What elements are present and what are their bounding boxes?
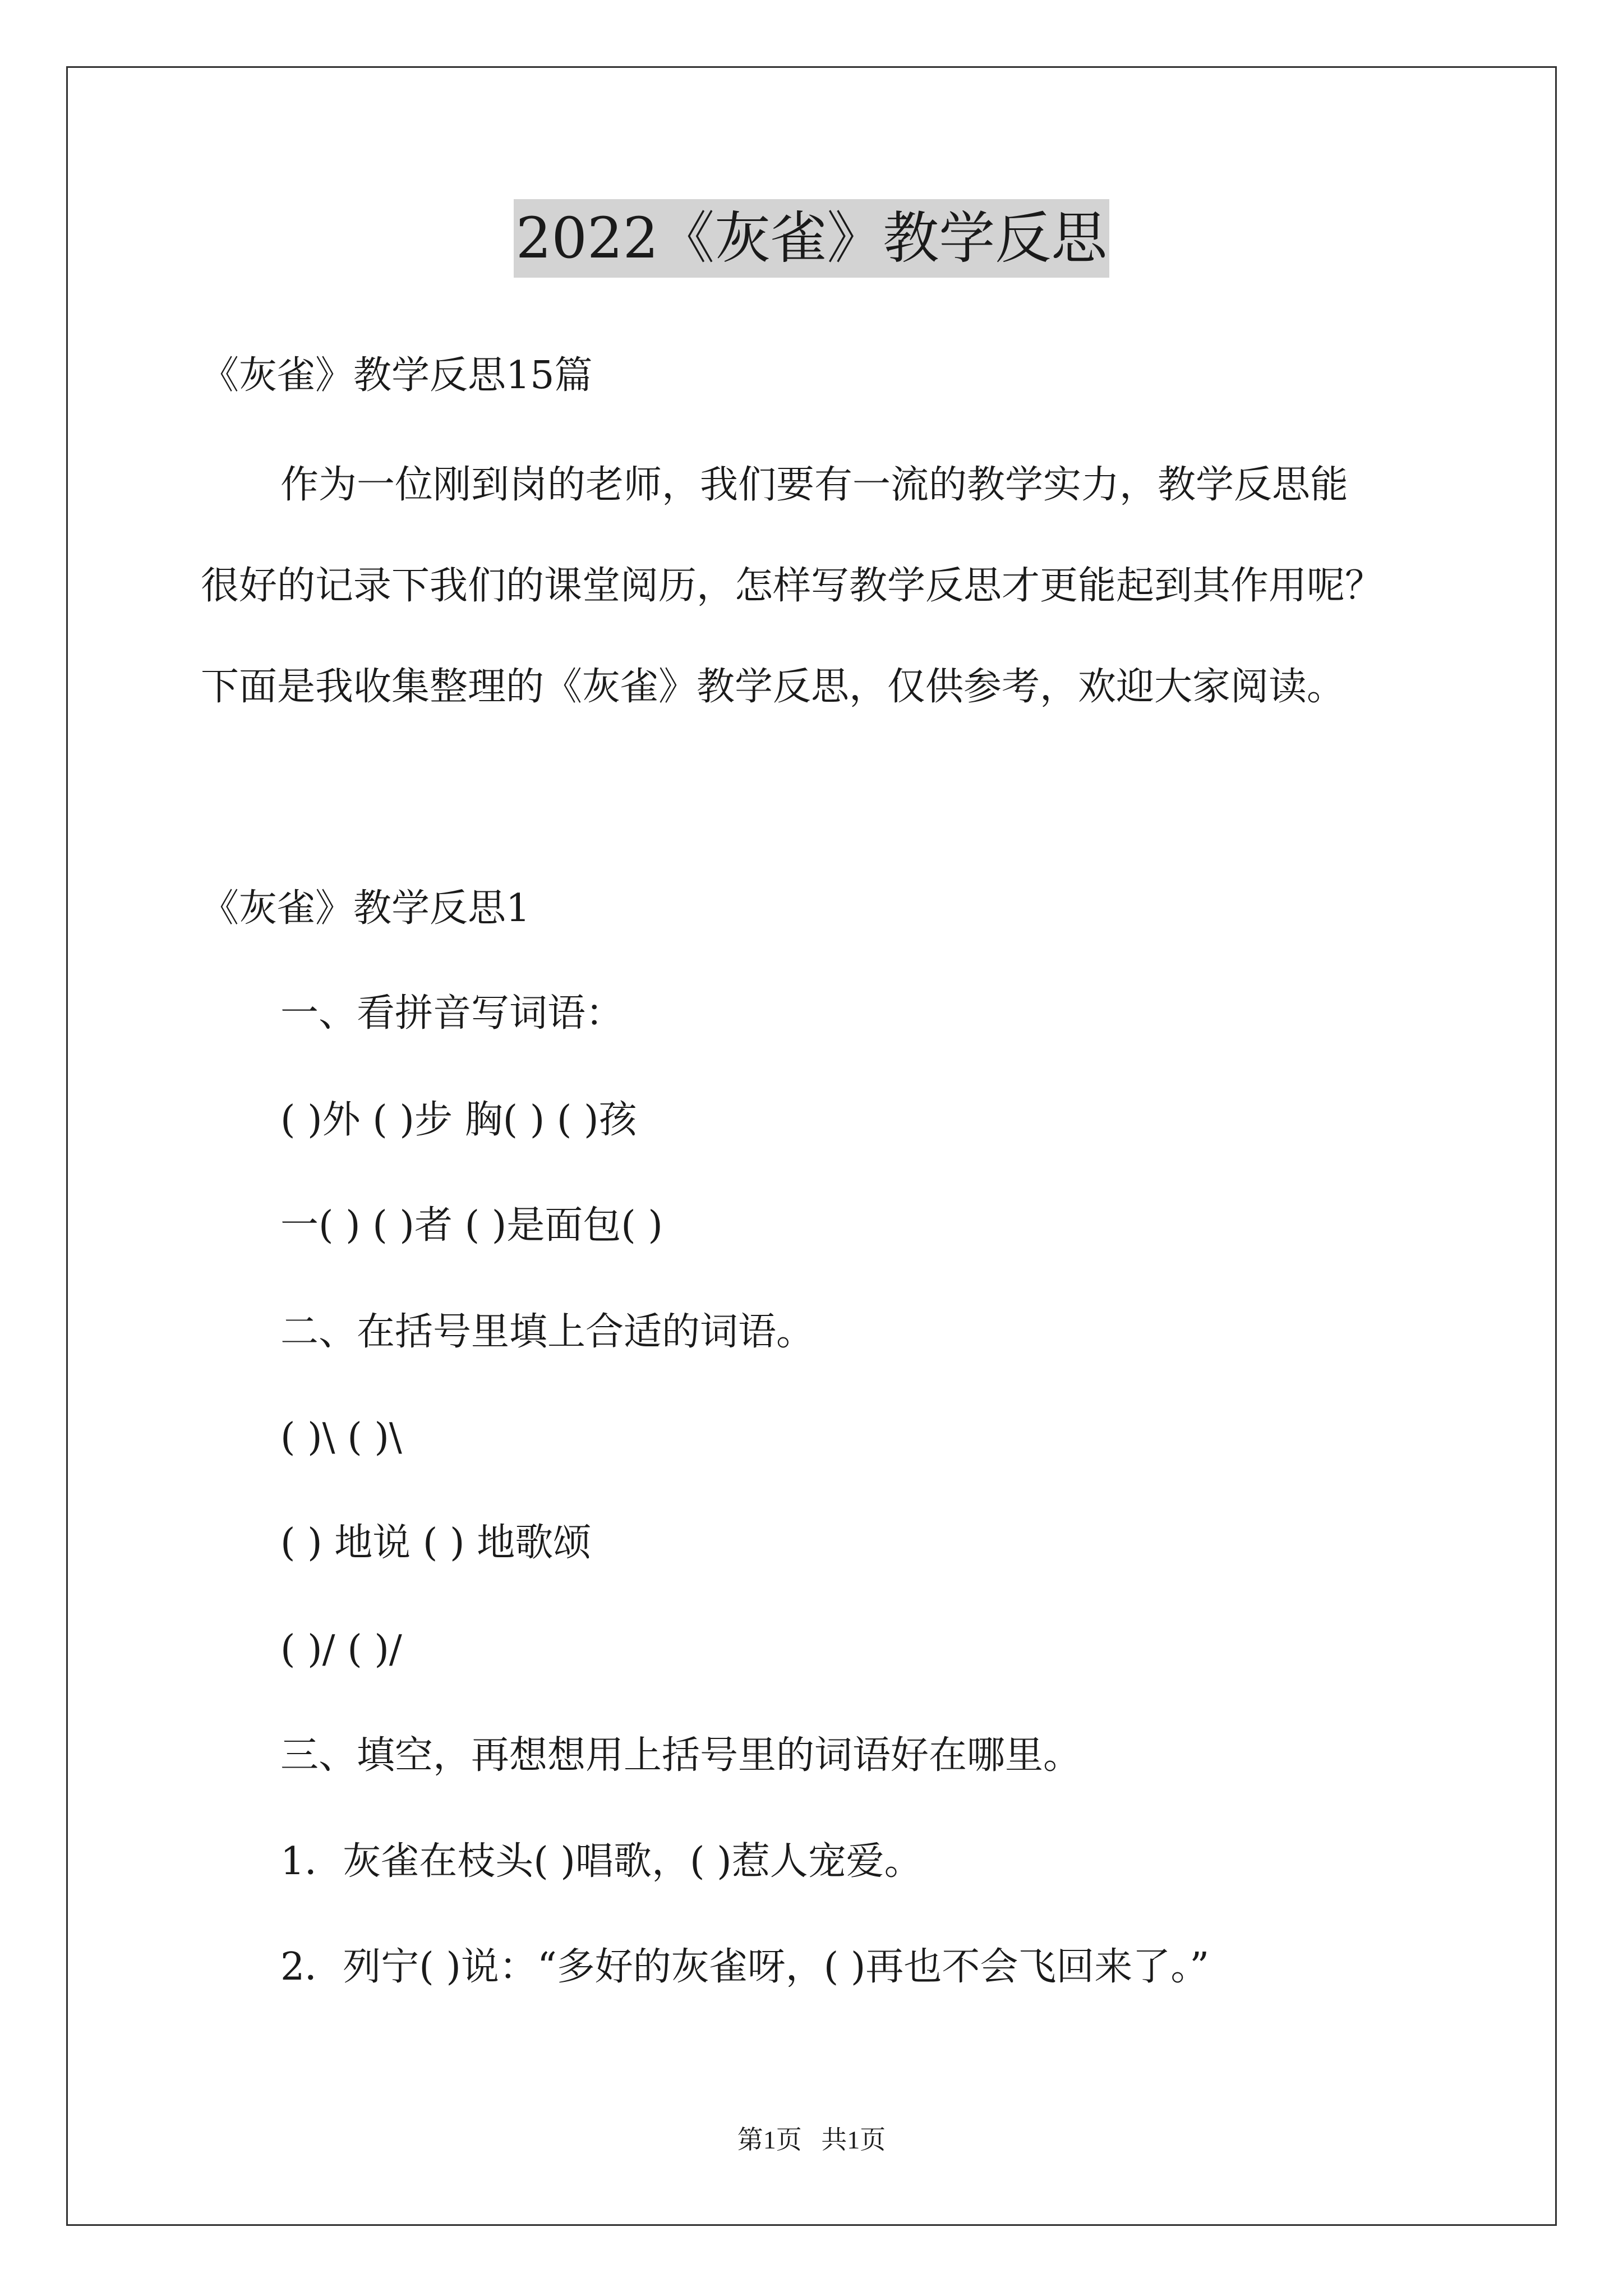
- exercise-line: 一( ) ( )者 ( )是面包( ): [280, 1203, 663, 1248]
- exercise-line: 2．列宁( )说：“多好的灰雀呀，( )再也不会飞回来了。”: [280, 1945, 1210, 1989]
- exercise-line: 1．灰雀在枝头( )唱歌，( )惹人宠爱。: [280, 1839, 923, 1884]
- exercise-line: 二、在括号里填上合适的词语。: [280, 1310, 815, 1354]
- exercise-line: ( )/ ( )/: [280, 1627, 402, 1672]
- document-title-text: 2022《灰雀》教学反思: [514, 199, 1110, 278]
- document-title: [0, 199, 1623, 278]
- intro-line-1: 作为一位刚到岗的老师，我们要有一流的教学实力，教学反思能: [280, 463, 1349, 507]
- exercise-line: ( )外 ( )步 胸( ) ( )孩: [280, 1098, 637, 1142]
- exercise-line: 三、填空，再想想用上括号里的词语好在哪里。: [280, 1733, 1082, 1778]
- exercise-line: ( )\ ( )\: [280, 1415, 402, 1460]
- intro-line-2: 很好的记录下我们的课堂阅历，怎样写教学反思才更能起到其作用呢？: [201, 564, 1384, 608]
- document-subtitle: 《灰雀》教学反思15篇: [201, 353, 593, 398]
- section-heading: 《灰雀》教学反思1: [201, 886, 531, 931]
- exercise-line: ( ) 地说 ( ) 地歌颂: [280, 1521, 592, 1565]
- page-footer: 第1页 共1页: [737, 2125, 886, 2154]
- exercise-line: 一、看拼音写词语：: [280, 991, 624, 1036]
- intro-line-3: 下面是我收集整理的《灰雀》教学反思，仅供参考，欢迎大家阅读。: [201, 665, 1345, 709]
